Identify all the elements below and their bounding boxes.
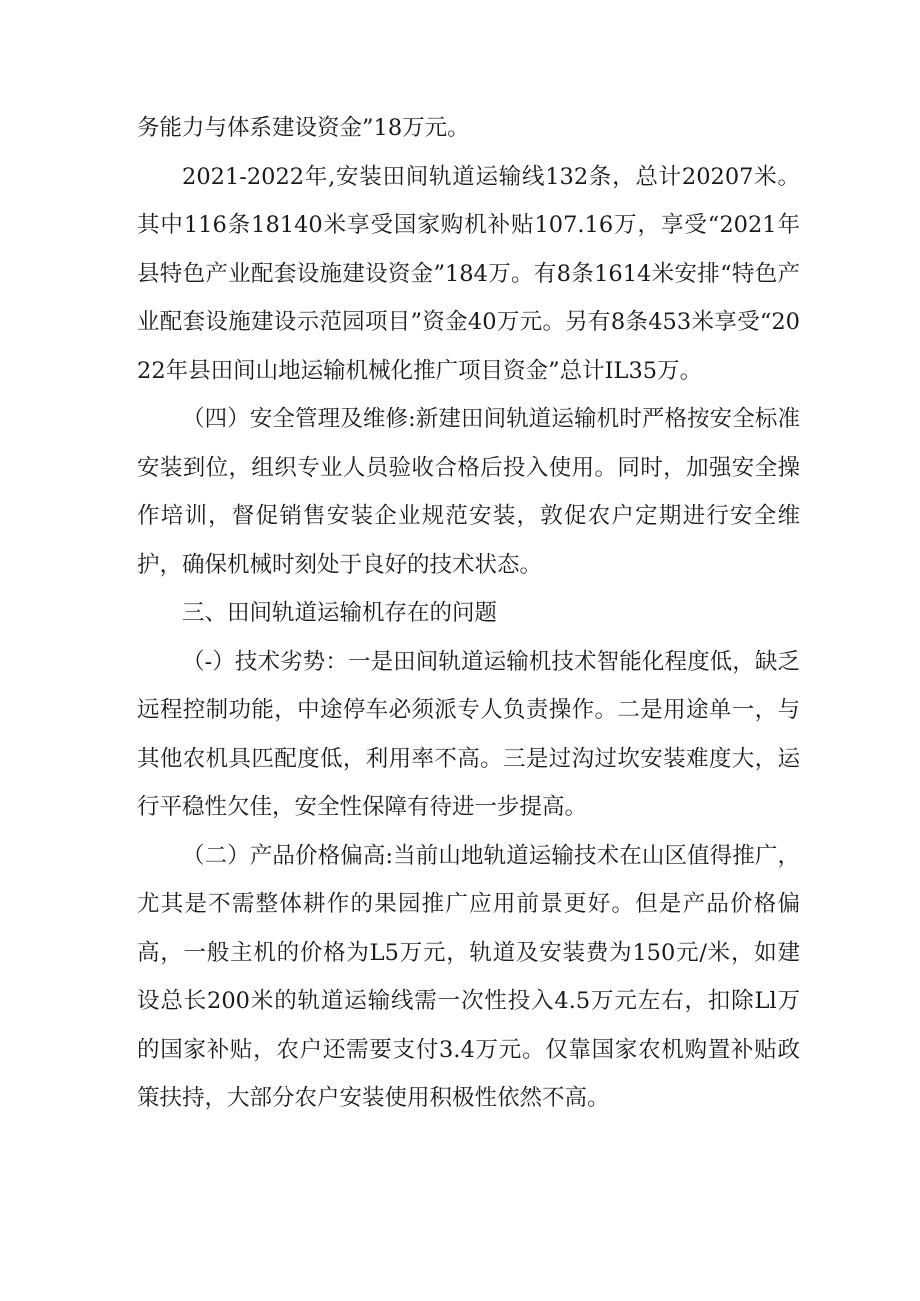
paragraph-installation-stats: 2021-2022年,安装田间轨道运输线132条，总计20207米。其中116条18140米享受国家购机补贴107.16万，享受“2021年县特色产业配套设施建设资金”184万。有8条1614米安排“特色产业配套设施建设示范园项目”资金40万元。另有8条453米享受“2022年县田间山地运输机械化推广项目资金”总计IL35万。 bbox=[137, 163, 800, 384]
paragraph-technical-disadvantages: （-）技术劣势：一是田间轨道运输机技术智能化程度低，缺乏远程控制功能，中途停车必须派专人负责操作。二是用途单一，与其他农机具匹配度低，利用率不高。三是过沟过坎安装难度大，运行平稳性欠佳，安全性保障有待进一步提高。 bbox=[137, 648, 800, 820]
section-heading-problems: 三、田间轨道运输机存在的问题 bbox=[182, 600, 498, 626]
paragraph-funding-continued: 务能力与体系建设资金”18万元。 bbox=[137, 115, 470, 141]
paragraph-safety-management: （四）安全管理及维修:新建田间轨道运输机时严格按安全标准安装到位，组织专业人员验收合格后投入使用。同时，加强安全操作培训，督促销售安装企业规范安装，敦促农户定期进行安全维护，确保机械时刻处于良好的技术状态。 bbox=[137, 406, 800, 578]
document-body bbox=[137, 104, 800, 1123]
paragraph-high-price: （二）产品价格偏高:当前山地轨道运输技术在山区值得推广，尤其是不需整体耕作的果园推广应用前景更好。但是产品价格偏高，一般主机的价格为L5万元，轨道及安装费为150元/米，如建设总长200米的轨道运输线需一次性投入4.5万元左右，扣除Ll万的国家补贴，农户还需要支付3.4万元。仅靠国家农机购置补贴政策扶持，大部分农户安装使用积极性依然不高。 bbox=[137, 842, 800, 1111]
